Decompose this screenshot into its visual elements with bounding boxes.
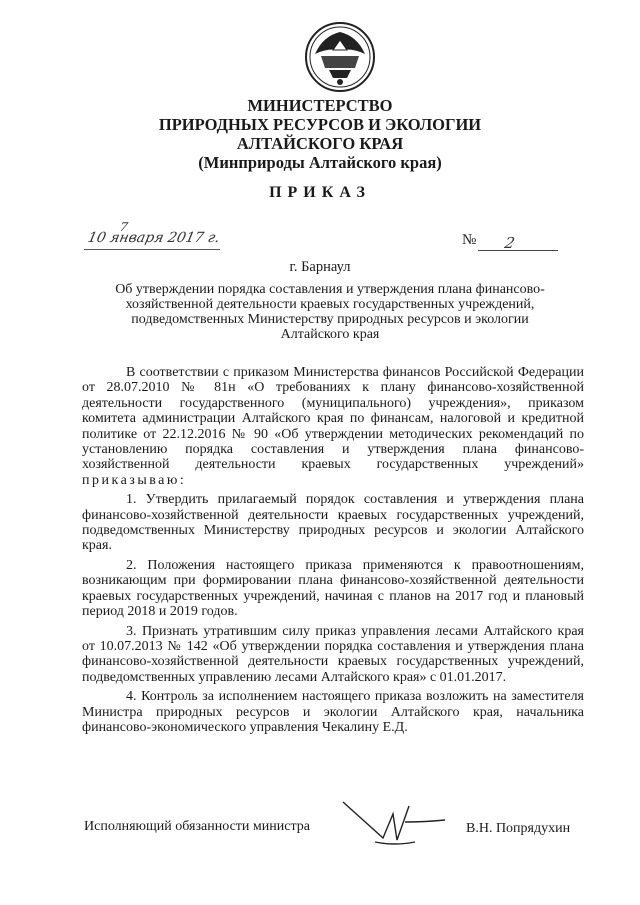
signatory-position: Исполняющий обязанности министра xyxy=(84,819,310,834)
ministry-short-name: (Минприроды Алтайского края) xyxy=(198,153,442,172)
signatory-name: В.Н. Попрядухин xyxy=(466,821,571,836)
number-underline xyxy=(478,250,558,251)
number-handwritten: 2 xyxy=(503,234,517,252)
altai-krai-emblem-icon xyxy=(303,20,377,94)
date-underline xyxy=(84,249,220,250)
order-item-4: 4. Контроль за исполнением настоящего приказа возложить на заместителя Министра природных ресурсов и экологии Алтайского края, начальника финансово-экономического управления Чекалину Е.Д. xyxy=(82,689,584,735)
order-item-3: 3. Признать утратившим силу приказ управления лесами Алтайского края от 10.07.2013 № 142 «Об утверждении порядка составления и утверждения плана финансово-хозяйственной деятельности краевых государственных учреждений, подведомственных управлению лесами Алтайского края» с 01.01.2017. xyxy=(82,623,584,685)
ministry-name-line3: АЛТАЙСКОГО КРАЯ xyxy=(236,134,404,153)
number-label: № xyxy=(462,232,477,248)
order-body xyxy=(82,365,584,739)
ministry-name-line1: МИНИСТЕРСТВО xyxy=(247,96,393,115)
date-handwritten-day: 7 xyxy=(118,220,130,234)
order-item-2: 2. Положения настоящего приказа применяются к правоотношениям, возникающим при формировании плана финансово-хозяйственной деятельности краевых государственных учреждений, начиная с планов на 2017 год и плановый период 2018 и 2019 годов. xyxy=(82,557,584,620)
order-word: приказываю: xyxy=(82,472,187,488)
handwritten-signature xyxy=(335,792,465,852)
order-subject: Об утверждении порядка составления и утверждения плана финансово-хозяйственной деятельности краевых государственных учреждений, подведомственных Министерству природных ресурсов и экологии Алтайского края xyxy=(115,282,545,342)
city: г. Барнаул xyxy=(289,259,351,275)
ministry-name-line2: ПРИРОДНЫХ РЕСУРСОВ И ЭКОЛОГИИ xyxy=(158,115,482,134)
preamble-paragraph xyxy=(82,365,584,488)
date-handwritten: 10 января 2017 г. xyxy=(86,230,222,246)
order-item-1: 1. Утвердить прилагаемый порядок составления и утверждения плана финансово-хозяйственной деятельности краевых государственных учреждений, подведомственных Министерству природных ресурсов и экологии Алтайского края. xyxy=(82,492,584,554)
preamble-text: В соответствии с приказом Министерства финансов Российской Федерации от 28.07.2010 № 81н «О требованиях к плану финансово-хозяйственной деятельности государственного (муниципального) учреждения», приказом комитета администрации Алтайского края по финансам, налоговой и кредитной политике от 22.12.2016 № 90 «Об утверждении методических рекомендаций по установлению порядка составления и утверждения плана финансово-хозяйственной деятельности краевых государственных учреждений» xyxy=(82,365,584,473)
document-title: ПРИКАЗ xyxy=(269,184,371,201)
